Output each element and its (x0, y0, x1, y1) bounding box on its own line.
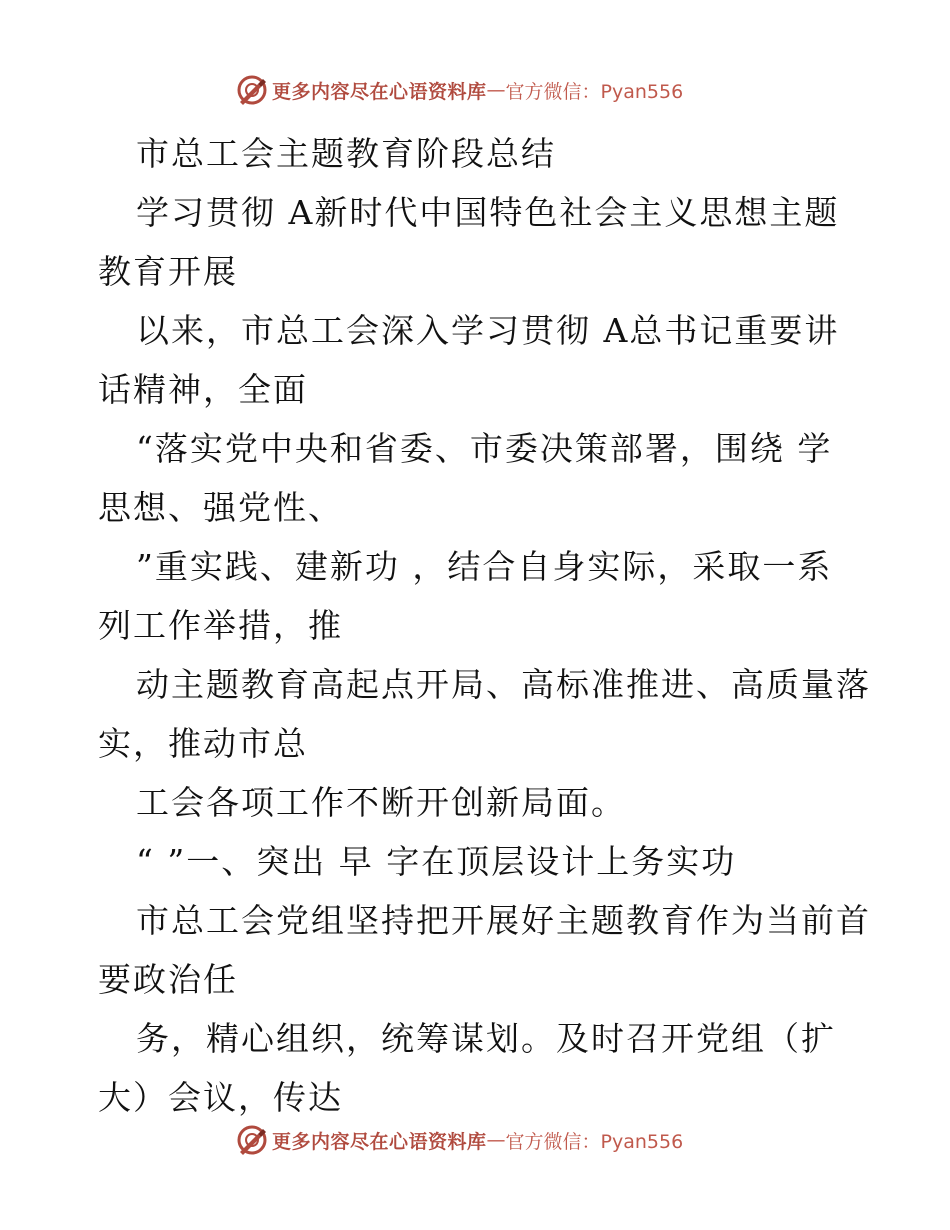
text-line: 要政治任 (98, 960, 238, 999)
text-line: 务，精心组织，统筹谋划。及时召开党组（扩 (136, 1019, 836, 1058)
banner-text: 更多内容尽在心语资料库 (272, 1130, 487, 1153)
text-line: 市总工会党组坚持把开展好主题教育作为当前首 (136, 901, 871, 940)
text-line: 动主题教育高起点开局、高标准推进、高质量落 (136, 665, 871, 704)
document-body (98, 124, 871, 1127)
pen-logo-icon (236, 1124, 268, 1156)
text-line: 学习贯彻 A新时代中国特色社会主义思想主题 (136, 193, 840, 232)
text-line: “ ”一、突出 早 字在顶层设计上务实功 (136, 842, 737, 881)
text-line: 教育开展 (98, 252, 238, 291)
text-line: 以来，市总工会深入学习贯彻 A总书记重要讲 (136, 311, 840, 350)
banner-text: 更多内容尽在心语资料库 (272, 80, 487, 103)
banner-contact: 官方微信：Pyan556 (505, 1130, 684, 1153)
text-line: 工会各项工作不断开创新局面。 (136, 783, 626, 822)
text-line: “落实党中央和省委、市委决策部署，围绕 学 (136, 429, 833, 468)
text-line: 思想、强党性、 (98, 488, 343, 527)
text-line: 列工作举措，推 (98, 606, 343, 645)
text-line: 实，推动市总 (98, 724, 308, 763)
text-line: 大）会议，传达 (98, 1078, 343, 1117)
banner-contact: 官方微信：Pyan556 (505, 80, 684, 103)
text-line: ”重实践、建新功 ，结合自身实际，采取一系 (136, 547, 833, 586)
header-banner (236, 73, 683, 107)
text-line: 市总工会主题教育阶段总结 (136, 134, 556, 173)
text-line: 话精神，全面 (98, 370, 308, 409)
banner-dash: — (486, 79, 506, 101)
pen-logo-icon (236, 74, 268, 106)
footer-banner (236, 1123, 683, 1157)
banner-dash: — (486, 1129, 506, 1151)
